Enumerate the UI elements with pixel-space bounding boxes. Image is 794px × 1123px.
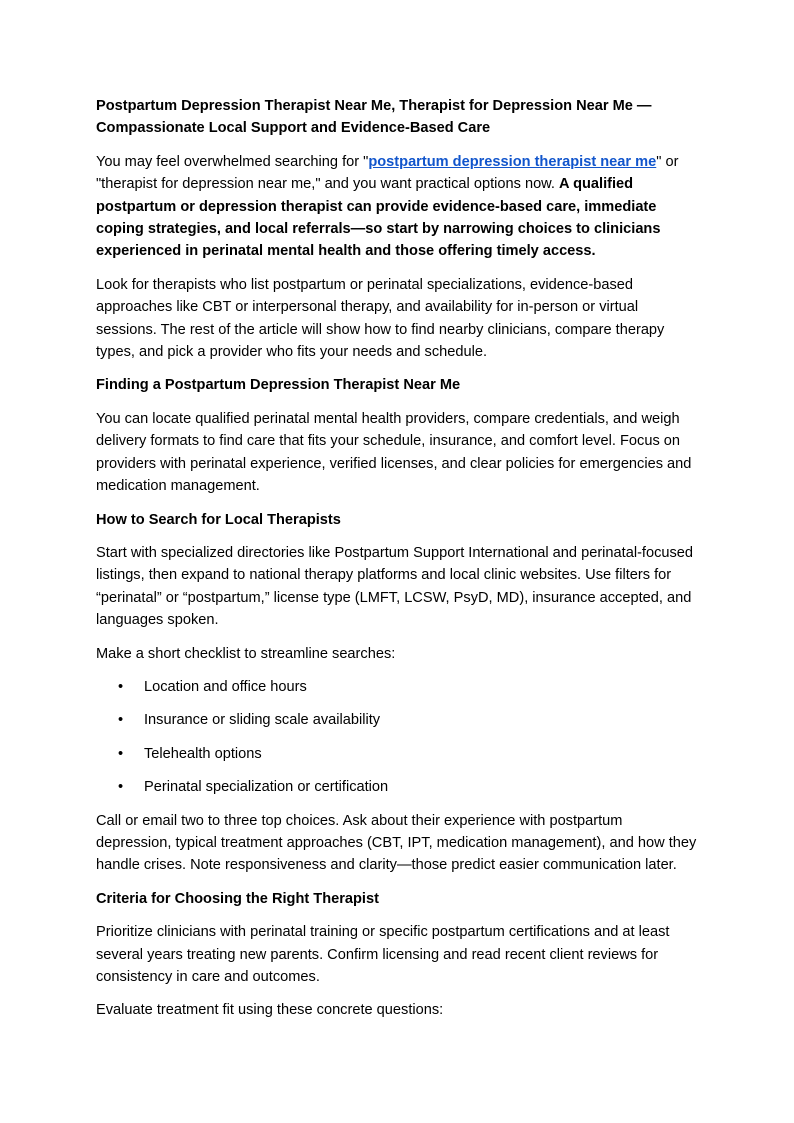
bullet-icon: •: [118, 779, 124, 796]
intro-bold-statement: A qualified postpartum or depression therapist can provide evidence-based care, immediate coping strategies, and local referrals—so start by narrowing choices to clinicians experienced in perinatal mental health and those offering timely access.: [96, 176, 661, 260]
look-for-paragraph: Look for therapists who list postpartum or perinatal specializations, evidence-based approaches like CBT or interpersonal therapy, and availability for in-person or virtual sessions. The rest of the article will show how to find nearby clinicians, compare therapy types, and pick a provider who fits your needs and schedule.: [96, 276, 665, 361]
list-item: [96, 743, 698, 765]
checklist: [96, 676, 698, 799]
criteria-paragraph: Prioritize clinicians with perinatal training or specific postpartum certifications and at least several years treating new parents. Confirm licensing and read recent client reviews for consistency in care and outcomes.: [96, 924, 670, 985]
postpartum-therapist-link[interactable]: postpartum depression therapist near me: [368, 153, 657, 170]
list-item-text: Perinatal specialization or certification: [144, 779, 389, 796]
document-page: [96, 95, 698, 1033]
document-title: Postpartum Depression Therapist Near Me, Therapist for Depression Near Me — Compassionate Local Support and Evidence-Based Care: [96, 98, 652, 137]
list-item: [96, 776, 698, 798]
questions-intro: Evaluate treatment fit using these concrete questions:: [96, 1002, 444, 1019]
bullet-icon: •: [118, 745, 124, 762]
list-item-text: Telehealth options: [144, 745, 262, 762]
search-paragraph: Start with specialized directories like Postpartum Support International and perinatal-focused listings, then expand to national therapy platforms and local clinic websites. Use filters for “perinatal” or “postpartum,” license type (LMFT, LCSW, PsyD, MD), insurance accepted, and languages spoken.: [96, 544, 694, 629]
intro-paragraph: [96, 151, 698, 263]
list-item-text: Location and office hours: [144, 678, 307, 695]
finding-heading: Finding a Postpartum Depression Therapist Near Me: [96, 377, 461, 394]
bullet-icon: •: [118, 678, 124, 695]
list-item-text: Insurance or sliding scale availability: [144, 712, 381, 729]
checklist-intro: Make a short checklist to streamline searches:: [96, 645, 396, 662]
intro-pre-link: You may feel overwhelmed searching for ": [96, 153, 369, 170]
bullet-icon: •: [118, 712, 124, 729]
criteria-heading: Criteria for Choosing the Right Therapist: [96, 890, 379, 907]
list-item: [96, 676, 698, 698]
finding-paragraph: You can locate qualified perinatal mental health providers, compare credentials, and weigh delivery formats to find care that fits your schedule, insurance, and comfort level. Focus on providers with perinatal experience, verified licenses, and clear policies for emergencies and medication management.: [96, 410, 692, 495]
list-item: [96, 709, 698, 731]
search-heading: How to Search for Local Therapists: [96, 511, 341, 528]
intro-post-link: " or "therapist for depression near me," and you want practical options now.: [96, 153, 679, 193]
followup-paragraph: Call or email two to three top choices. Ask about their experience with postpartum depression, typical treatment approaches (CBT, IPT, medication management), and how they handle crises. Note responsiveness and clarity—those predict easier communication later.: [96, 812, 697, 874]
